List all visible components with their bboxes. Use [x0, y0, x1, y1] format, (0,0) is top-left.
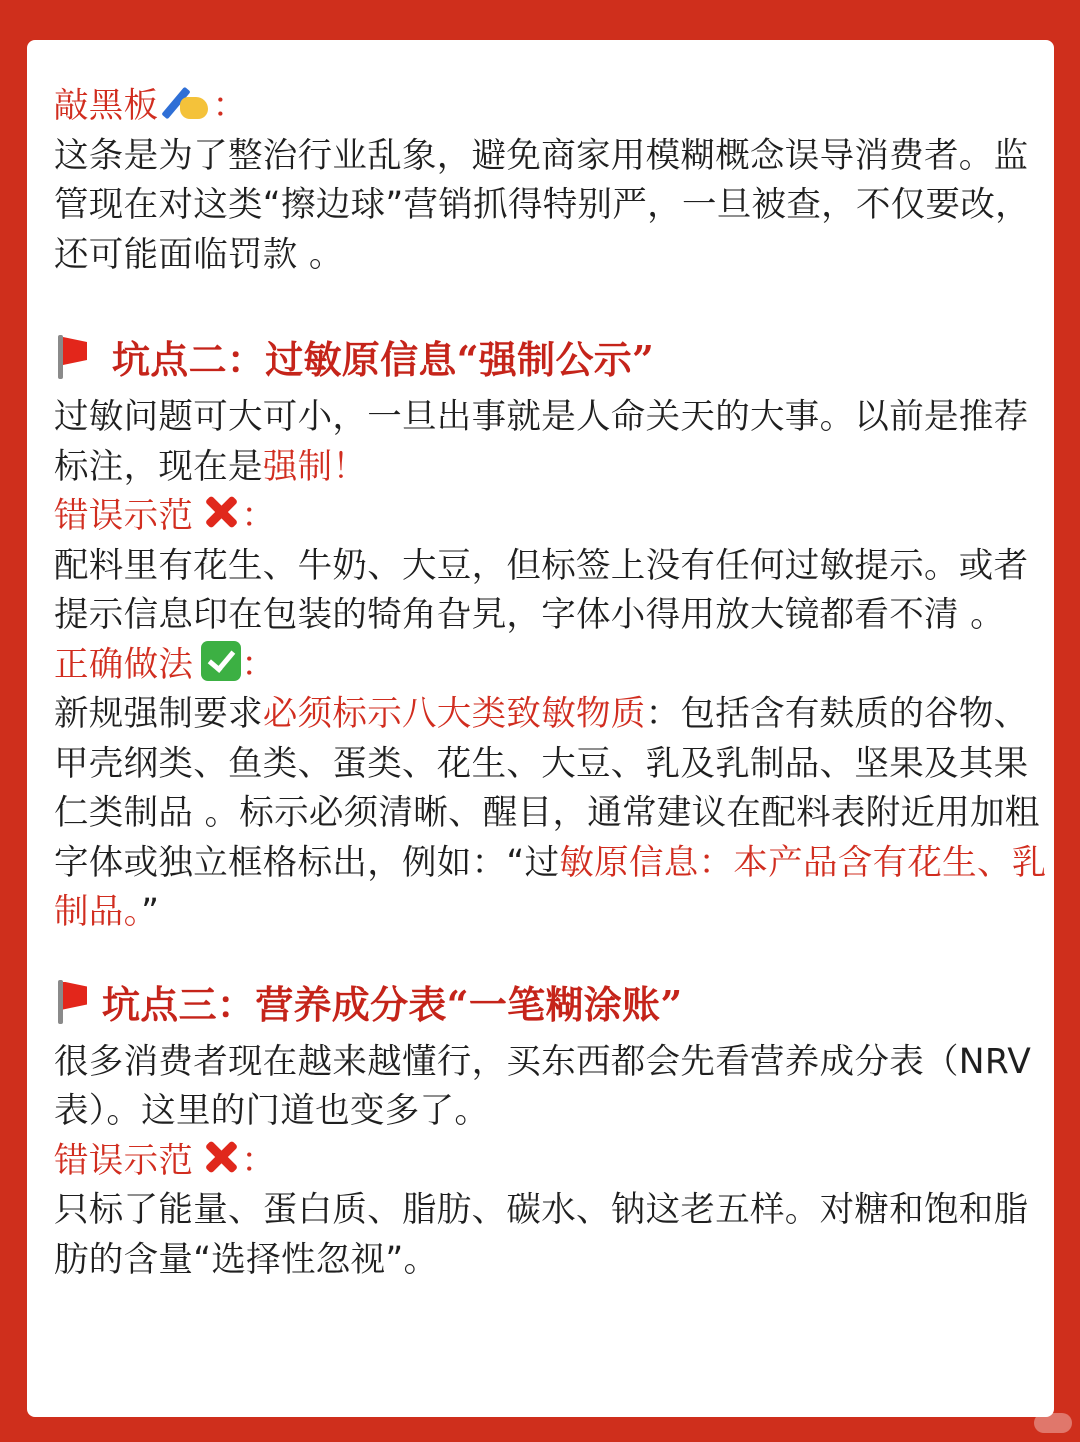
allergen-wrong-text: 配料里有花生、牛奶、大豆，但标签上没有任何过敏提示。或者提示信息印在包装的犄角旮旯，字体小得用放大镜都看不清 。 — [54, 545, 1029, 635]
right-text-mid: ：包括含有麸质的谷物、甲壳纲类、鱼类、蛋类、花生、大豆、乳及乳制品、坚果及其果仁类制品 。标示必须清晰、醒目，通常建议在配料表附近用加粗字体或独立框格标出，例如：“过 — [54, 694, 1040, 883]
right-text-post: ” — [141, 892, 160, 932]
cross-mark-icon — [201, 1137, 241, 1177]
right-text-highlight-2: 敏原信息：本产品含有花生、乳制品。 — [54, 842, 1047, 932]
check-mark-icon — [201, 641, 241, 681]
spacer — [54, 280, 1049, 333]
content-card — [27, 40, 1054, 1417]
wrong-example-colon: ： — [241, 1140, 277, 1181]
section-heading-allergen — [54, 333, 1049, 386]
section-heading-nutrition — [54, 978, 1049, 1031]
knock-board-text: 这条是为了整治行业乱象，避免商家用模糊概念误导消费者。监管现在对这类“擦边球”营销抓得特别严，一旦被查，不仅要改，还可能面临罚款 。 — [54, 135, 1030, 275]
writing-hand-icon — [166, 83, 212, 123]
allergen-right-label — [54, 641, 1049, 691]
nutrition-wrong-label — [54, 1137, 1049, 1187]
right-text-pre: 新规强制要求 — [54, 694, 263, 734]
wrong-example-label: 错误示范 — [54, 496, 194, 536]
correct-method-colon: ： — [241, 644, 277, 685]
correct-method-label: 正确做法 — [54, 644, 194, 685]
heading-allergen-text: 坑点二：过敏原信息“强制公示” — [112, 337, 655, 382]
spacer — [54, 938, 1049, 978]
red-flag-icon — [54, 978, 98, 1024]
section-knock-board — [54, 82, 1049, 280]
wrong-example-label: 错误示范 — [54, 1140, 194, 1181]
watermark-badge — [1034, 1413, 1072, 1433]
heading-nutrition-text: 坑点三：营养成分表“一笔糊涂账” — [102, 981, 683, 1027]
allergen-intro-highlight: 强制！ — [262, 446, 368, 487]
allergen-intro — [54, 393, 1049, 492]
allergen-wrong-label — [54, 492, 1049, 542]
allergen-right-text — [54, 690, 1049, 938]
article-body — [54, 82, 1049, 1285]
nutrition-intro: 很多消费者现在越来越懂行，买东西都会先看营养成分表（NRV表）。这里的门道也变多了。 — [54, 1041, 1032, 1131]
knock-board-label: 敲黑板 — [54, 86, 159, 126]
nutrition-wrong-text: 只标了能量、蛋白质、脂肪、碳水、钠这老五样。对糖和饱和脂肪的含量“选择性忽视”。 — [54, 1190, 1029, 1280]
red-flag-icon — [54, 333, 98, 379]
knock-board-colon: ： — [212, 86, 248, 126]
wrong-example-colon: ： — [241, 496, 277, 536]
right-text-highlight-1: 必须标示八大类致敏物质 — [262, 694, 646, 734]
allergen-intro-text: 过敏问题可大可小，一旦出事就是人命关天的大事。以前是推荐标注，现在是 — [54, 397, 1029, 487]
cross-mark-icon — [201, 492, 241, 532]
